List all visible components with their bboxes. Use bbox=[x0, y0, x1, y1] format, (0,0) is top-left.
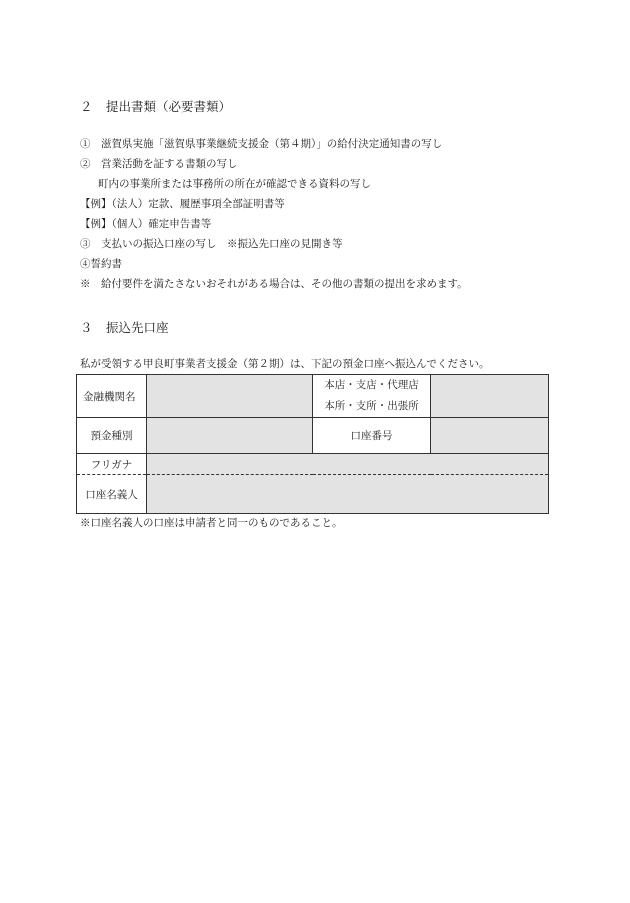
table-row bbox=[77, 454, 549, 475]
doc-item-4: ④誓約書 bbox=[80, 258, 122, 270]
furigana-label: フリガナ bbox=[77, 454, 147, 475]
bank-name-label: 金融機関名 bbox=[77, 375, 147, 418]
section2-number: ２ bbox=[80, 99, 93, 114]
branch-type-options-2: 本所・支所・出張所 bbox=[324, 400, 419, 412]
section3-number: ３ bbox=[80, 320, 93, 335]
section3-heading bbox=[80, 318, 169, 336]
bank-account-table bbox=[76, 374, 549, 514]
branch-type-cell bbox=[313, 375, 431, 418]
table-row bbox=[77, 418, 549, 454]
table-row bbox=[77, 375, 549, 418]
account-type-field[interactable] bbox=[147, 418, 313, 454]
account-number-label: 口座番号 bbox=[313, 418, 431, 454]
account-holder-label: 口座名義人 bbox=[77, 475, 147, 514]
account-holder-note: ※口座名義人の口座は申請者と同一のものであること。 bbox=[80, 517, 343, 529]
doc-example-corporate: 【例】（法人）定款、履歴事項全部証明書等 bbox=[80, 198, 285, 210]
doc-item-1: ① 滋賀県実施「滋賀県事業継続支援金（第４期）」の給付決定通知書の写し bbox=[80, 138, 443, 150]
account-intro: 私が受領する甲良町事業者支援金（第２期）は、下記の預金口座へ振込んでください。 bbox=[80, 358, 490, 370]
account-number-field[interactable] bbox=[431, 418, 549, 454]
section3-title: 振込先口座 bbox=[106, 320, 169, 335]
bank-name-field[interactable] bbox=[147, 375, 313, 418]
doc-item-2: ② 営業活動を証する書類の写し bbox=[80, 158, 238, 170]
doc-item-3: ③ 支払いの振込口座の写し ※振込先口座の見開き等 bbox=[80, 238, 343, 250]
furigana-field[interactable] bbox=[147, 454, 549, 475]
branch-type-options-1: 本店・支店・代理店 bbox=[324, 379, 419, 391]
section2-title: 提出書類（必要書類） bbox=[106, 99, 232, 114]
account-type-label: 預金種別 bbox=[77, 418, 147, 454]
branch-name-field[interactable] bbox=[431, 375, 549, 418]
doc-note: ※ 給付要件を満たさないおそれがある場合は、その他の書類の提出を求めます。 bbox=[80, 278, 468, 290]
doc-example-individual: 【例】（個人）確定申告書等 bbox=[80, 218, 212, 230]
doc-item-2-detail: 町内の事業所または事務所の所在が確認できる資料の写し bbox=[98, 178, 371, 190]
account-holder-field[interactable] bbox=[147, 475, 549, 514]
section2-heading bbox=[80, 97, 231, 115]
table-row bbox=[77, 475, 549, 514]
